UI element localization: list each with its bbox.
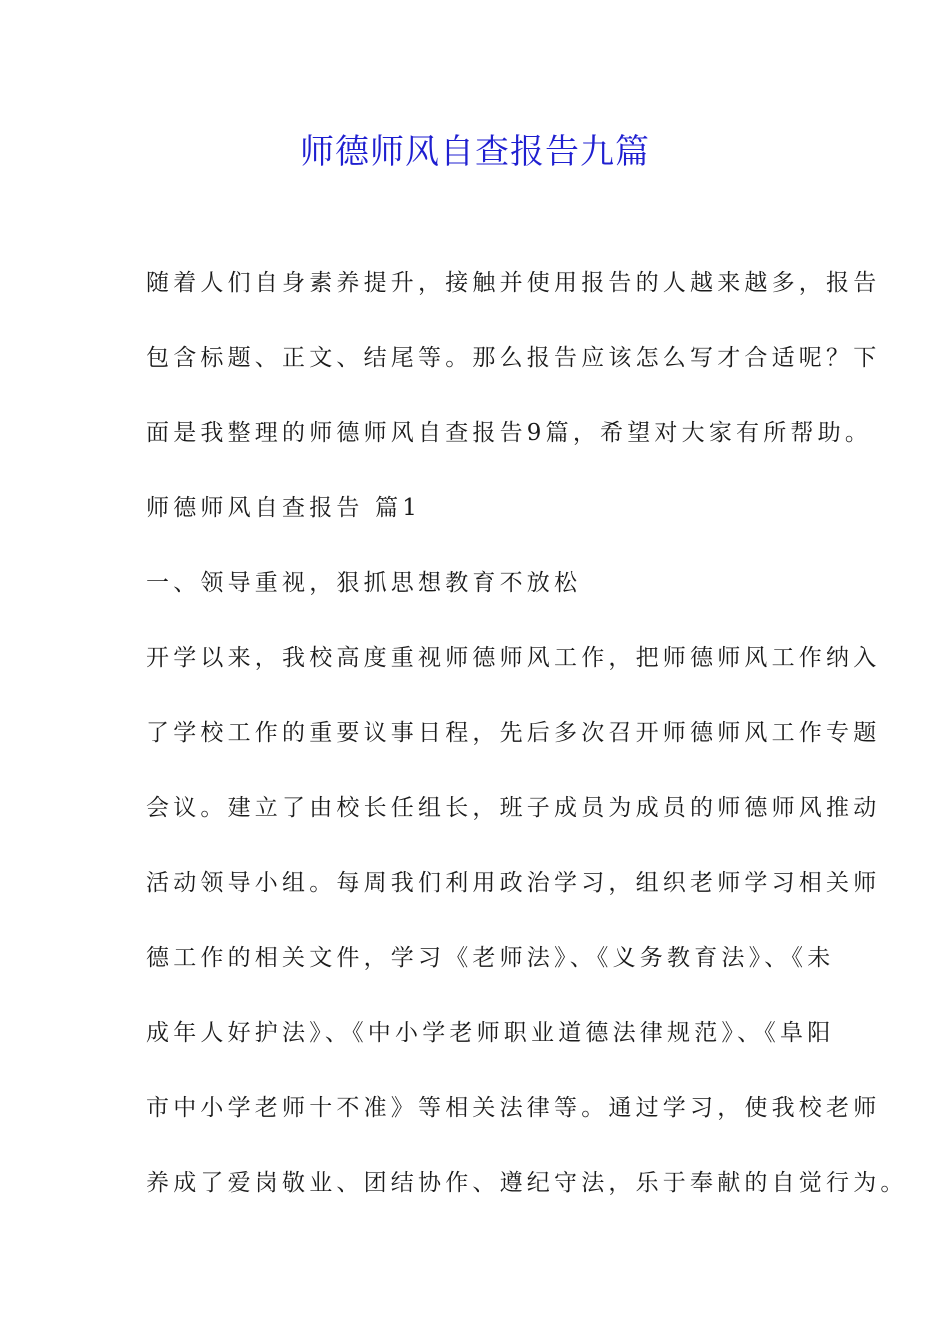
body-line: 了学校工作的重要议事日程，先后多次召开师德师风工作专题 [146,720,881,746]
body-line: 养成了爱岗敬业、团结协作、遵纪守法，乐于奉献的自觉行为。 [146,1170,908,1196]
body-line: 成年人好护法》、《中小学老师职业道德法律规范》、《阜阳 [146,1020,835,1046]
subsection-heading: 一、领导重视，狠抓思想教育不放松 [146,570,582,596]
body-line: 市中小学老师十不准》等相关法律等。通过学习，使我校老师 [146,1095,881,1121]
body-line: 包含标题、正文、结尾等。那么报告应该怎么写才合适呢？下 [146,345,881,371]
section-heading: 师德师风自查报告 篇1 [146,495,422,521]
body-line: 面是我整理的师德师风自查报告9篇，希望对大家有所帮助。 [146,420,873,446]
body-line: 开学以来，我校高度重视师德师风工作，把师德师风工作纳入 [146,645,881,671]
body-line: 会议。建立了由校长任组长，班子成员为成员的师德师风推动 [146,795,881,821]
body-line: 随着人们自身素养提升，接触并使用报告的人越来越多，报告 [146,270,881,296]
document-title: 师德师风自查报告九篇 [300,132,650,172]
body-line: 德工作的相关文件，学习《老师法》、《义务教育法》、《未 [146,945,835,971]
body-line: 活动领导小组。每周我们利用政治学习，组织老师学习相关师 [146,870,881,896]
